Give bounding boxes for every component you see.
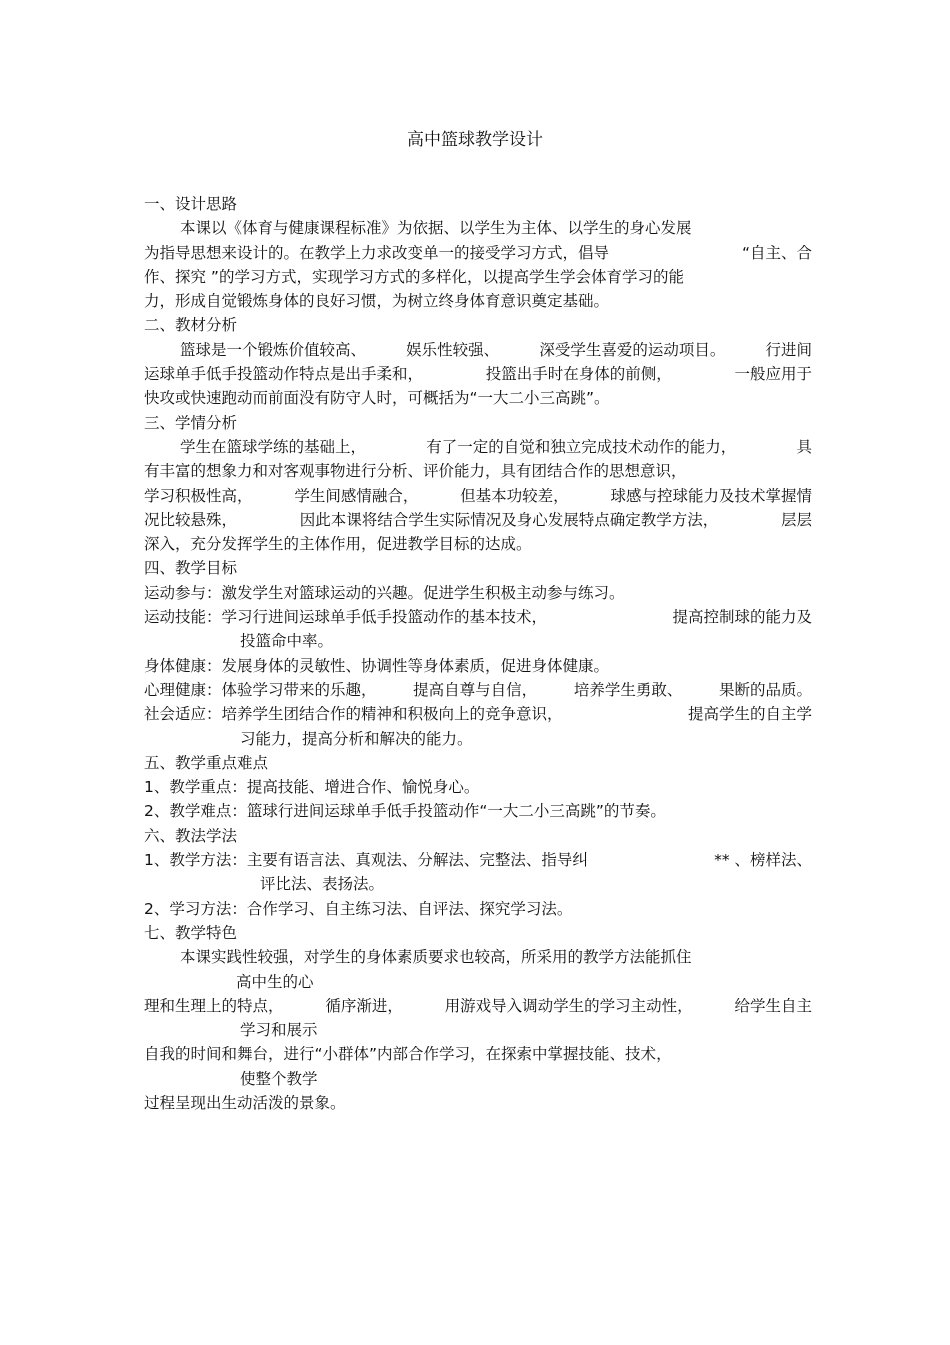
paragraph-line: 为指导思想来设计的。在教学上力求改变单一的接受学习方式，倡导 “自主、合 (144, 243, 812, 262)
goal-line: 社会适应：培养学生团结合作的精神和积极向上的竞争意识， 提高学生的自主学 (144, 705, 812, 724)
section-heading: 二、教材分析 (144, 316, 238, 335)
paragraph-line: 自我的时间和舞台，进行“小群体”内部合作学习，在探索中掌握技能、技术， (144, 1045, 672, 1064)
paragraph-line: 高中生的心 (236, 972, 314, 991)
paragraph-line: 学习积极性高， 学生间感情融合， 但基本功较差， 球感与控球能力及技术掌握情 (144, 486, 812, 505)
section-heading: 五、教学重点难点 (144, 753, 269, 772)
goal-line-cont: 习能力，提高分析和解决的能力。 (240, 729, 473, 748)
paragraph-line: 学生在篮球学练的基础上， 有了一定的自觉和独立完成技术动作的能力， 具 (180, 437, 812, 456)
section-heading: 四、教学目标 (144, 559, 238, 578)
list-item: 2、学习方法：合作学习、自主练习法、自评法、探究学习法。 (144, 899, 573, 918)
goal-line: 运动参与：激发学生对篮球运动的兴趣。促进学生积极主动参与练习。 (144, 583, 625, 602)
goal-line: 运动技能：学习行进间运球单手低手投篮动作的基本技术， 提高控制球的能力及 (144, 608, 812, 627)
paragraph-line: 过程呈现出生动活泼的景象。 (144, 1093, 346, 1112)
section-heading: 七、教学特色 (144, 923, 238, 942)
paragraph-line: 有丰富的想象力和对客观事物进行分析、评价能力，具有团结合作的思想意识， (144, 462, 687, 481)
paragraph-line: 学习和展示 (240, 1021, 318, 1040)
paragraph-line: 理和生理上的特点， 循序渐进， 用游戏导入调动学生的学习主动性， 给学生自主 (144, 996, 812, 1015)
paragraph-line: 深入，充分发挥学生的主体作用，促进教学目标的达成。 (144, 535, 532, 554)
paragraph-line: 快攻或快速跑动而前面没有防守人时，可概括为“一大二小三高跳”。 (144, 389, 610, 408)
document-body (144, 192, 812, 1115)
paragraph-line: 本课实践性较强，对学生的身体素质要求也较高，所采用的教学方法能抓住 (180, 948, 692, 967)
goal-line: 心理健康：体验学习带来的乐趣， 提高自尊与自信， 培养学生勇敢、 果断的品质。 (144, 680, 812, 699)
list-item: 1、教学重点：提高技能、增进合作、愉悦身心。 (144, 778, 480, 797)
goal-line: 身体健康：发展身体的灵敏性、协调性等身体素质，促进身体健康。 (144, 656, 610, 675)
list-item: 1、教学方法：主要有语言法、真观法、分解法、完整法、指导纠 ** 、榜样法、 (144, 851, 812, 870)
paragraph-line: 况比较悬殊， 因此本课将结合学生实际情况及身心发展特点确定教学方法， 层层 (144, 510, 812, 529)
document-title: 高中篮球教学设计 (407, 130, 543, 150)
section-heading: 三、学情分析 (144, 413, 238, 432)
list-item-cont: 评比法、表扬法。 (260, 875, 385, 894)
section-heading: 一、设计思路 (144, 195, 238, 213)
section-heading: 六、教法学法 (144, 826, 238, 845)
paragraph-line: 本课以《体育与健康课程标准》为依据、以学生为主体、以学生的身心发展 (180, 219, 692, 238)
goal-line-cont: 投篮命中率。 (240, 632, 334, 651)
paragraph-line: 运球单手低手投篮动作特点是出手柔和， 投篮出手时在身体的前侧， 一般应用于 (144, 365, 812, 384)
paragraph-line: 篮球是一个锻炼价值较高、 娱乐性较强、 深受学生喜爱的运动项目。 行进间 (180, 340, 812, 359)
paragraph-line: 作、探究 ”的学习方式，实现学习方式的多样化，以提高学生学会体育学习的能 (144, 267, 684, 286)
paragraph-line: 使整个教学 (240, 1069, 318, 1088)
list-item: 2、教学难点：篮球行进间运球单手低手投篮动作“一大二小三高跳”的节奏。 (144, 802, 666, 821)
paragraph-line: 力，形成自觉锻炼身体的良好习惯，为树立终身体育意识奠定基础。 (144, 292, 610, 311)
